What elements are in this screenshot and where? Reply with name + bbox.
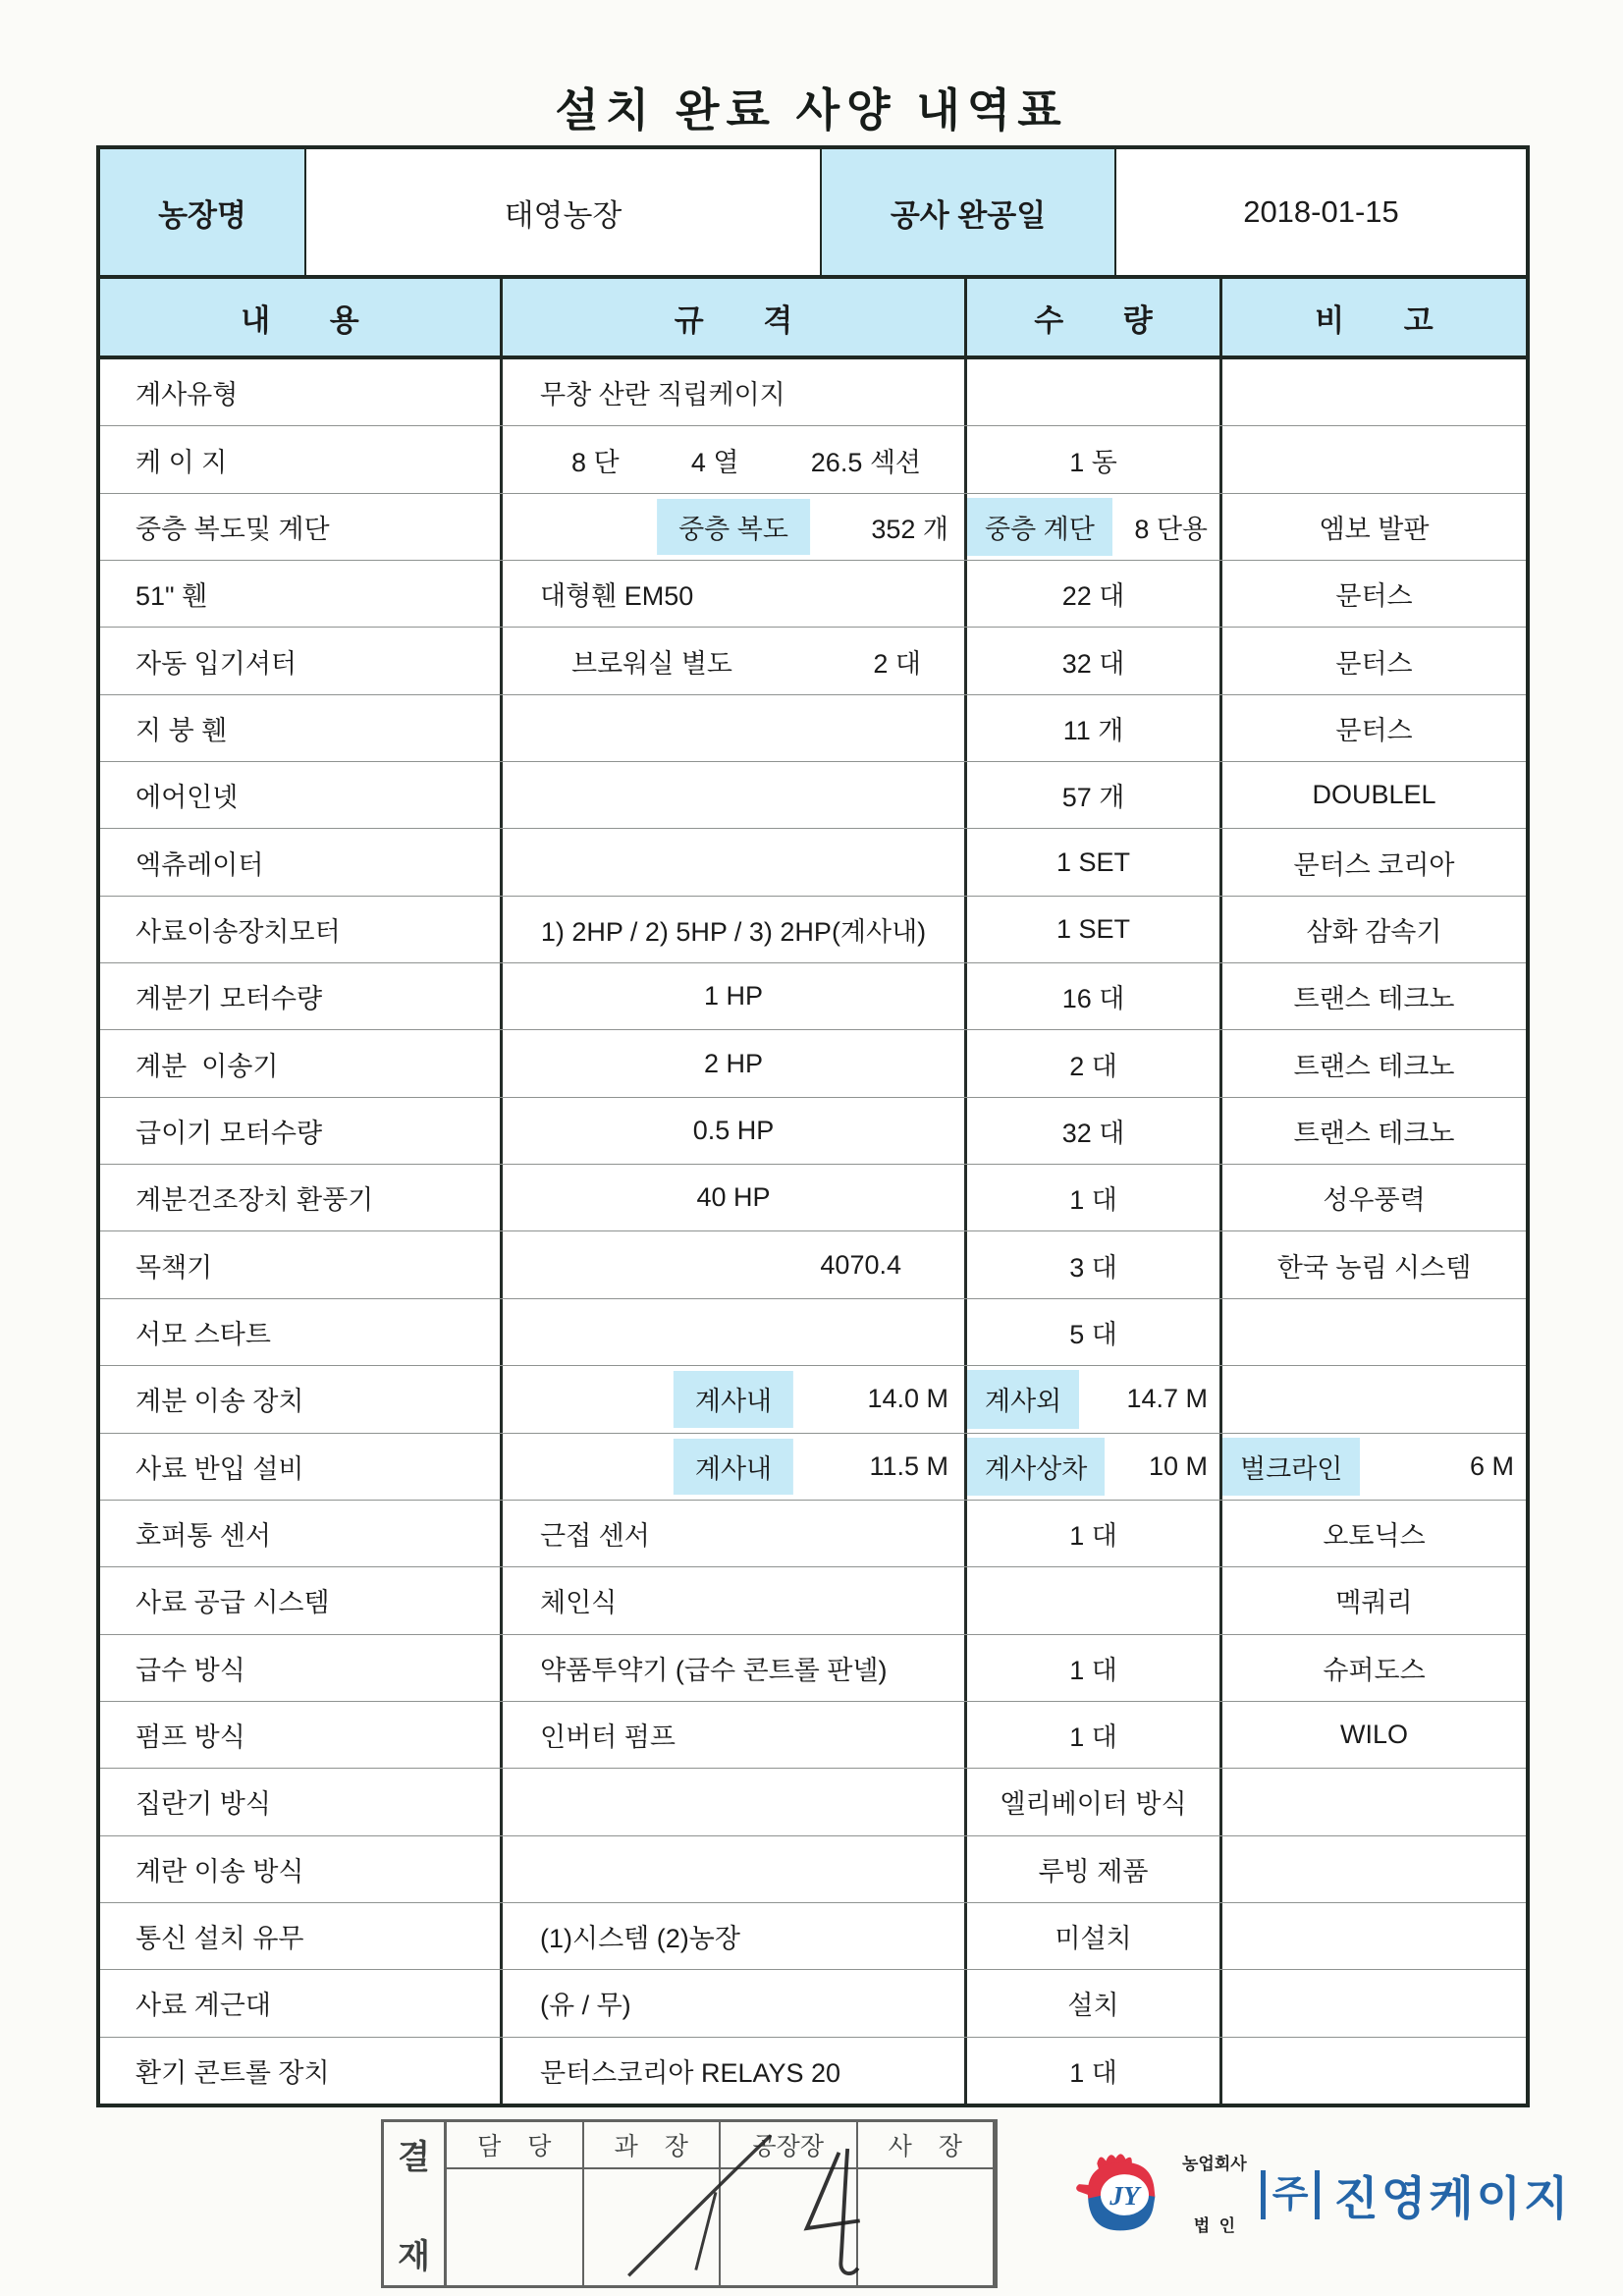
table-row (100, 963, 1526, 1030)
item-cell (100, 1030, 503, 1096)
remark-cell (1222, 963, 1526, 1029)
table-row (100, 494, 1526, 561)
remark-cell (1222, 1567, 1526, 1633)
item-cell (100, 963, 503, 1029)
cell-text: 4070.4 (820, 1249, 901, 1280)
corporation-mark: 주 (1261, 2170, 1321, 2219)
approval-column-staff (447, 2122, 584, 2285)
qty-cell (967, 1030, 1222, 1096)
column-header-item: 내 용 (100, 279, 503, 355)
company-type-line1: 농업회사 (1182, 2154, 1247, 2173)
qty-cell (967, 1836, 1222, 1902)
spec-cell (503, 1769, 967, 1834)
item-cell (100, 1702, 503, 1768)
cell-text: 약품투약기 (급수 콘트롤 판넬) (540, 1655, 888, 1685)
approval-label-top: 결 (398, 2139, 430, 2176)
item-cell (100, 1567, 503, 1633)
cell-text: 집란기 방식 (135, 1789, 271, 1820)
approval-role-president: 사 장 (858, 2122, 994, 2169)
remark-cell (1222, 494, 1526, 560)
cell-text: 문터스 (1335, 648, 1413, 679)
item-cell (100, 561, 503, 627)
remark-cell (1222, 1836, 1526, 1902)
cell-text: 중층 복도및 계단 (135, 514, 330, 544)
cell-text: 목책기 (135, 1252, 213, 1283)
qty-cell (967, 494, 1222, 560)
highlighted-label: 계사내 (674, 1439, 793, 1495)
highlighted-label: 계사외 (967, 1370, 1079, 1428)
spec-table (96, 145, 1530, 2107)
table-row (100, 762, 1526, 829)
item-cell (100, 2038, 503, 2104)
cell-text: 1 대 (1069, 2057, 1117, 2088)
cell-text: 51" 휀 (135, 581, 208, 612)
cell-text: 26.5 섹션 (810, 447, 921, 477)
cell-text: 트랜스 테크노 (1293, 1118, 1455, 1148)
remark-cell (1222, 695, 1526, 761)
qty-cell (967, 1635, 1222, 1701)
spec-cell (503, 2038, 967, 2104)
cell-text: 슈퍼도스 (1323, 1655, 1426, 1685)
cell-text: 16 대 (1061, 984, 1125, 1014)
table-row (100, 1165, 1526, 1231)
cell-text: 2 HP (703, 1048, 764, 1078)
item-cell (100, 1434, 503, 1500)
cell-text: 계분 이송 장치 (135, 1387, 304, 1417)
remark-cell (1222, 1231, 1526, 1297)
cell-text: 트랜스 테크노 (1293, 1051, 1455, 1081)
cell-text: 인버터 펌프 (540, 1722, 676, 1753)
remark-cell (1222, 1970, 1526, 2036)
remark-cell (1222, 2038, 1526, 2104)
cell-text: 1 대 (1069, 1655, 1117, 1685)
spec-cell (503, 1903, 967, 1969)
qty-cell (967, 762, 1222, 828)
remark-cell (1222, 1501, 1526, 1566)
cell-text: 에어인넷 (135, 783, 239, 813)
spec-cell (503, 1970, 967, 2036)
cell-text: 계란 이송 방식 (135, 1856, 304, 1886)
approval-role-staff: 담 당 (447, 2122, 582, 2169)
table-row (100, 829, 1526, 896)
spec-cell (503, 1434, 967, 1500)
approval-column-plant-manager (721, 2122, 858, 2285)
highlighted-label: 중층 계단 (967, 498, 1112, 556)
table-row (100, 1434, 1526, 1501)
cell-text: 급이기 모터수량 (135, 1118, 323, 1148)
table-row (100, 1769, 1526, 1835)
remark-cell (1222, 1165, 1526, 1230)
spec-cell (503, 1635, 967, 1701)
item-cell (100, 1970, 503, 2036)
cell-text: 체인식 (540, 1588, 618, 1618)
cell-text: 40 HP (696, 1182, 771, 1213)
remark-cell (1222, 1769, 1526, 1834)
column-header-remark: 비 고 (1222, 279, 1526, 355)
cell-text: (1)시스템 (2)농장 (540, 1924, 740, 1954)
cell-text: 11.5 M (869, 1450, 948, 1481)
cell-text: WILO (1339, 1720, 1408, 1750)
cell-text: 8 단용 (1134, 514, 1208, 544)
cell-text: 호퍼통 센서 (135, 1521, 271, 1552)
cell-text: 삼화 감속기 (1306, 916, 1442, 947)
item-cell (100, 695, 503, 761)
qty-cell (967, 1366, 1222, 1432)
cell-text: 브로워실 별도 (571, 648, 732, 679)
table-row (100, 561, 1526, 628)
table-row (100, 359, 1526, 426)
item-cell (100, 762, 503, 828)
spec-cell (503, 426, 967, 492)
item-cell (100, 1299, 503, 1365)
cell-text: 미설치 (1055, 1924, 1132, 1954)
cell-text: 통신 설치 유무 (135, 1924, 304, 1954)
cell-text: 1 SET (1055, 913, 1131, 944)
spec-cell (503, 1567, 967, 1633)
item-cell (100, 359, 503, 425)
table-row (100, 695, 1526, 762)
cell-text: 32 대 (1061, 1118, 1125, 1148)
item-cell (100, 1635, 503, 1701)
remark-cell (1222, 1030, 1526, 1096)
qty-cell (967, 695, 1222, 761)
approval-label (384, 2122, 447, 2285)
cell-text: 멕쿼리 (1335, 1588, 1413, 1618)
item-cell (100, 897, 503, 962)
item-cell (100, 829, 503, 895)
cell-text: 5 대 (1069, 1319, 1117, 1349)
cell-text: 1 대 (1069, 1722, 1117, 1753)
spec-cell (503, 1836, 967, 1902)
cell-text: 성우풍력 (1323, 1185, 1426, 1216)
item-cell (100, 1903, 503, 1969)
cell-text: 11 개 (1062, 715, 1124, 745)
spec-cell (503, 963, 967, 1029)
cell-text: 계분 이송기 (135, 1051, 279, 1081)
item-cell (100, 1165, 503, 1230)
item-cell (100, 1836, 503, 1902)
page-title: 설치 완료 사양 내역표 (555, 84, 1068, 136)
spec-cell (503, 1231, 967, 1297)
cell-text: 루빙 제품 (1038, 1856, 1149, 1886)
cell-text: 케 이 지 (135, 447, 228, 477)
spec-cell (503, 1165, 967, 1230)
cell-text: 14.0 M (867, 1384, 948, 1414)
remark-cell (1222, 829, 1526, 895)
remark-cell (1222, 359, 1526, 425)
spec-cell (503, 561, 967, 627)
approval-signature-area (447, 2169, 582, 2285)
highlighted-label: 계사내 (674, 1371, 793, 1427)
remark-cell (1222, 1366, 1526, 1432)
approval-stamp (381, 2119, 998, 2288)
remark-cell (1222, 1635, 1526, 1701)
cell-text: 6 M (1469, 1450, 1514, 1481)
qty-cell (967, 561, 1222, 627)
approval-signature-area (721, 2169, 856, 2285)
qty-cell (967, 1098, 1222, 1164)
cell-text: 문터스 (1335, 715, 1413, 745)
cell-text: 펌프 방식 (135, 1722, 245, 1753)
cell-text: 오토닉스 (1323, 1521, 1426, 1552)
spec-cell (503, 1098, 967, 1164)
svg-text:JY: JY (1109, 2181, 1140, 2211)
cell-text: 1 대 (1069, 1521, 1117, 1552)
approval-column-manager (584, 2122, 722, 2285)
cell-text: DOUBLEL (1312, 780, 1436, 810)
cell-text: 1 HP (703, 981, 764, 1011)
table-row (100, 1231, 1526, 1298)
cell-text: 1 SET (1055, 847, 1131, 877)
table-row (100, 1702, 1526, 1769)
table-row (100, 1299, 1526, 1366)
item-cell (100, 426, 503, 492)
company-type-line2: 법 인 (1193, 2216, 1235, 2236)
table-row (100, 1836, 1526, 1903)
cell-text: 10 M (1148, 1450, 1208, 1481)
cell-text: 8 단 (571, 447, 620, 477)
spec-cell (503, 494, 967, 560)
spec-cell (503, 1702, 967, 1768)
cell-text: 트랜스 테크노 (1293, 984, 1455, 1014)
table-row (100, 628, 1526, 694)
table-body (100, 359, 1526, 2104)
remark-cell (1222, 762, 1526, 828)
approval-role-manager: 과 장 (584, 2122, 720, 2169)
farm-name-value: 태영농장 (306, 149, 822, 275)
cell-text: 대형휀 EM50 (540, 581, 694, 612)
remark-cell (1222, 628, 1526, 693)
cell-text: 계사유형 (135, 380, 239, 410)
cell-text: (유 / 무) (540, 1991, 631, 2021)
approval-signature-area (858, 2169, 994, 2285)
company-logo (1070, 2131, 1571, 2259)
highlighted-label: 계사상차 (967, 1438, 1105, 1496)
cell-text: 문터스코리아 RELAYS 20 (540, 2057, 841, 2088)
qty-cell (967, 1769, 1222, 1834)
cell-text: 엑츄레이터 (135, 849, 264, 880)
cell-text: 3 대 (1069, 1252, 1117, 1283)
item-cell (100, 1231, 503, 1297)
remark-cell (1222, 1903, 1526, 1969)
spec-cell (503, 628, 967, 693)
cell-text: 14.7 M (1126, 1384, 1208, 1414)
table-row (100, 1030, 1526, 1097)
qty-cell (967, 1165, 1222, 1230)
cell-text: 근접 센서 (540, 1521, 650, 1552)
cell-text: 엠보 발판 (1319, 514, 1430, 544)
company-type-text (1182, 2111, 1247, 2278)
qty-cell (967, 1567, 1222, 1633)
remark-cell (1222, 1702, 1526, 1768)
spec-cell (503, 1299, 967, 1365)
cell-text: 1 동 (1069, 447, 1117, 477)
cell-text: 사료 반입 설비 (135, 1453, 304, 1484)
table-column-header (100, 279, 1526, 359)
remark-cell (1222, 897, 1526, 962)
cell-text: 1 대 (1069, 1185, 1117, 1216)
qty-cell (967, 963, 1222, 1029)
qty-cell (967, 1299, 1222, 1365)
cell-text: 계분건조장치 환풍기 (135, 1185, 374, 1216)
table-row (100, 426, 1526, 493)
cell-text: 2 대 (1069, 1051, 1117, 1081)
cell-text: 한국 농림 시스템 (1276, 1252, 1472, 1283)
cell-text: 지 붕 휀 (135, 715, 228, 745)
spec-cell (503, 897, 967, 962)
rooster-logo-icon (1070, 2148, 1168, 2242)
table-row (100, 1970, 1526, 2037)
cell-text: 1) 2HP / 2) 5HP / 3) 2HP(계사내) (540, 916, 927, 947)
item-cell (100, 1366, 503, 1432)
remark-cell (1222, 426, 1526, 492)
cell-text: 문터스 (1335, 581, 1413, 612)
approval-column-president (858, 2122, 996, 2285)
table-row (100, 1098, 1526, 1165)
completion-date-value: 2018-01-15 (1243, 194, 1399, 229)
spec-cell (503, 1366, 967, 1432)
qty-cell (967, 359, 1222, 425)
approval-signature-area (584, 2169, 720, 2285)
item-cell (100, 1098, 503, 1164)
completion-date-label: 공사 완공일 (822, 149, 1116, 275)
qty-cell (967, 897, 1222, 962)
cell-text: 서모 스타트 (135, 1319, 271, 1349)
remark-cell (1222, 1098, 1526, 1164)
cell-text: 22 대 (1061, 581, 1125, 612)
spec-cell (503, 1501, 967, 1566)
qty-cell (967, 628, 1222, 693)
qty-cell (967, 1702, 1222, 1768)
cell-text: 설치 (1067, 1991, 1119, 2021)
company-name: 진영케이지 (1333, 2171, 1572, 2224)
item-cell (100, 494, 503, 560)
spec-cell (503, 762, 967, 828)
cell-text: 문터스 코리아 (1293, 849, 1455, 880)
spec-cell (503, 359, 967, 425)
farm-name-label: 농장명 (100, 149, 306, 275)
table-info-header (100, 149, 1526, 279)
cell-text: 엘리베이터 방식 (1000, 1789, 1187, 1820)
cell-text: 급수 방식 (135, 1655, 245, 1685)
qty-cell (967, 2038, 1222, 2104)
cell-text: 계분기 모터수량 (135, 984, 323, 1014)
cell-text: 0.5 HP (692, 1115, 775, 1145)
approval-label-bottom: 재 (398, 2238, 430, 2275)
qty-cell (967, 1434, 1222, 1500)
table-row (100, 2038, 1526, 2104)
highlighted-label: 벌크라인 (1222, 1438, 1360, 1496)
qty-cell (967, 426, 1222, 492)
column-header-qty: 수 량 (967, 279, 1222, 355)
cell-text: 2 대 (873, 648, 921, 679)
qty-cell (967, 829, 1222, 895)
remark-cell (1222, 561, 1526, 627)
cell-text: 32 대 (1061, 648, 1125, 679)
cell-text: 무창 산란 직립케이지 (540, 380, 785, 410)
cell-text: 57 개 (1061, 783, 1125, 813)
qty-cell (967, 1970, 1222, 2036)
remark-cell (1222, 1299, 1526, 1365)
table-row (100, 1567, 1526, 1634)
item-cell (100, 1769, 503, 1834)
table-row (100, 1635, 1526, 1702)
approval-role-plant-manager: 공장장 (721, 2122, 856, 2169)
item-cell (100, 1501, 503, 1566)
highlighted-label: 중층 복도 (657, 499, 810, 555)
table-row (100, 1903, 1526, 1970)
cell-text: 환기 콘트롤 장치 (135, 2057, 330, 2088)
table-row (100, 1366, 1526, 1433)
spec-cell (503, 829, 967, 895)
table-row (100, 897, 1526, 963)
table-row (100, 1501, 1526, 1567)
spec-cell (503, 695, 967, 761)
cell-text: 사료 계근대 (135, 1991, 271, 2021)
cell-text: 4 열 (690, 447, 739, 477)
qty-cell (967, 1903, 1222, 1969)
qty-cell (967, 1501, 1222, 1566)
cell-text: 사료이송장치모터 (135, 916, 341, 947)
remark-cell (1222, 1434, 1526, 1500)
cell-text: 352 개 (871, 514, 948, 544)
spec-cell (503, 1030, 967, 1096)
cell-text: 사료 공급 시스템 (135, 1588, 330, 1618)
column-header-spec: 규 격 (503, 279, 967, 355)
qty-cell (967, 1231, 1222, 1297)
item-cell (100, 628, 503, 693)
cell-text: 자동 입기셔터 (135, 648, 297, 679)
